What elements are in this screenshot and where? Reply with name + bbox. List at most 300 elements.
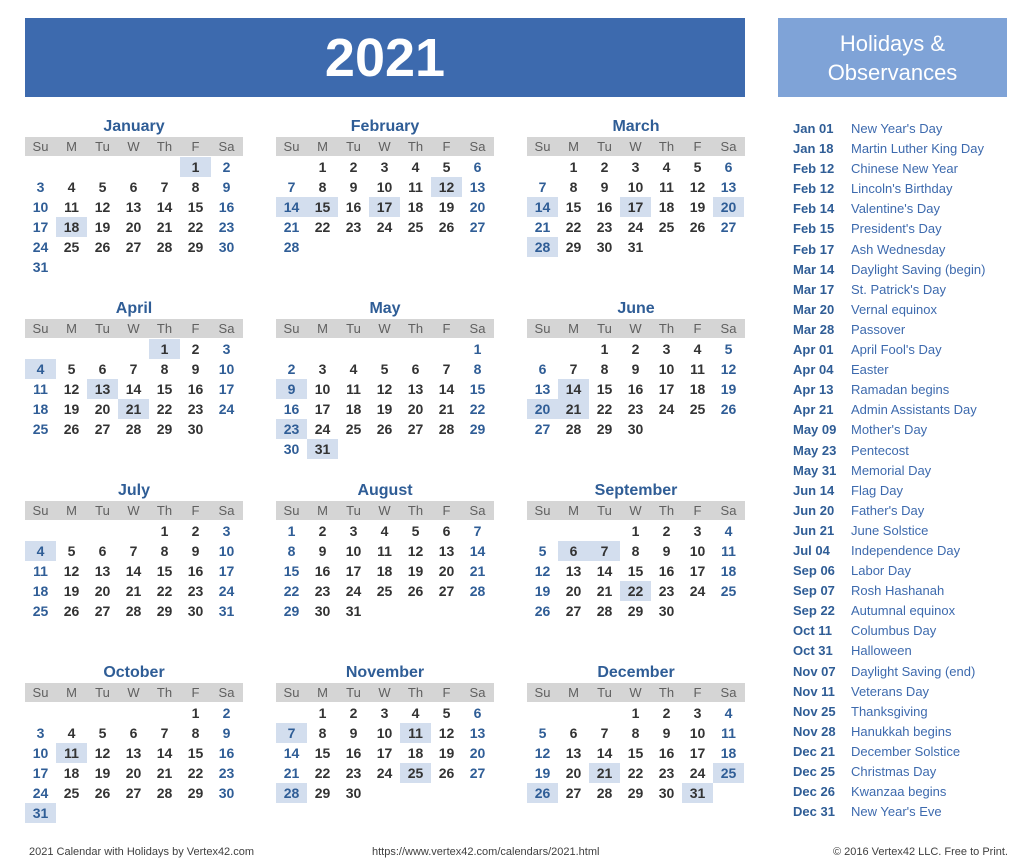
day-cell: 14 xyxy=(558,379,589,399)
empty-day-cell xyxy=(118,157,149,177)
day-cell: 22 xyxy=(187,765,204,781)
month-title: August xyxy=(357,482,413,499)
holiday-name: Autumnal equinox xyxy=(851,603,956,619)
weekday-label: F xyxy=(442,685,451,700)
holiday-row xyxy=(793,802,1023,822)
weekday-label: W xyxy=(378,139,391,154)
weekday-label: Su xyxy=(283,685,300,700)
week-row xyxy=(527,541,745,561)
empty-day-cell xyxy=(149,703,180,723)
day-cell: 2 xyxy=(662,705,671,721)
day-cell: 9 xyxy=(349,179,358,195)
day-cell: 28 xyxy=(283,239,300,255)
day-cell: 31 xyxy=(25,803,56,823)
empty-day-cell xyxy=(713,419,744,439)
weekday-label: Sa xyxy=(469,321,486,336)
day-cell: 3 xyxy=(693,705,702,721)
empty-day-cell xyxy=(118,521,149,541)
weekday-label: Sa xyxy=(469,685,486,700)
day-cell: 23 xyxy=(658,765,675,781)
day-cell: 16 xyxy=(187,381,204,397)
year-banner xyxy=(25,18,745,97)
day-cell: 17 xyxy=(32,765,49,781)
weekday-label: Sa xyxy=(469,139,486,154)
day-cell: 14 xyxy=(156,745,173,761)
day-cell: 10 xyxy=(376,179,393,195)
day-cell: 23 xyxy=(187,583,204,599)
empty-day-cell xyxy=(527,703,558,723)
day-cell: 13 xyxy=(720,179,737,195)
weekday-label: Th xyxy=(407,139,424,154)
weekday-header xyxy=(527,319,745,338)
day-cell: 11 xyxy=(33,381,48,397)
day-cell: 28 xyxy=(438,421,455,437)
weekday-label: M xyxy=(568,139,579,154)
day-cell: 1 xyxy=(600,341,609,357)
empty-day-cell xyxy=(369,237,400,257)
day-cell: 9 xyxy=(349,725,358,741)
holiday-row xyxy=(793,199,1023,219)
year-title: 2021 xyxy=(324,27,446,88)
week-row xyxy=(276,763,494,783)
month-may xyxy=(276,299,494,459)
weekday-label: M xyxy=(568,503,579,518)
day-cell: 25 xyxy=(407,219,424,235)
weekday-label: F xyxy=(191,503,200,518)
day-cell: 16 xyxy=(218,745,235,761)
day-cell: 8 xyxy=(160,361,169,377)
day-cell: 25 xyxy=(63,239,80,255)
day-cell: 15 xyxy=(627,563,644,579)
empty-day-cell xyxy=(369,783,400,803)
holiday-date: Oct 31 xyxy=(793,643,833,659)
weekday-label: Tu xyxy=(95,685,110,700)
day-cell: 3 xyxy=(349,523,358,539)
day-cell: 14 xyxy=(438,381,455,397)
day-cell: 30 xyxy=(314,603,331,619)
day-cell: 10 xyxy=(345,543,362,559)
day-cell: 4 xyxy=(380,523,389,539)
day-cell: 12 xyxy=(534,563,551,579)
weekday-label: W xyxy=(127,321,140,336)
day-cell: 15 xyxy=(314,745,331,761)
holiday-name: Independence Day xyxy=(851,542,961,558)
week-row xyxy=(25,197,243,217)
day-cell: 16 xyxy=(627,381,644,397)
day-cell: 6 xyxy=(724,159,733,175)
day-cell: 27 xyxy=(125,239,142,255)
weekday-label: Tu xyxy=(346,503,361,518)
day-cell: 12 xyxy=(94,199,111,215)
empty-day-cell xyxy=(25,339,56,359)
empty-day-cell xyxy=(56,521,87,541)
day-cell: 26 xyxy=(94,785,111,801)
weekday-header xyxy=(276,319,494,338)
weekday-header xyxy=(25,501,243,520)
empty-day-cell xyxy=(25,521,56,541)
day-cell: 20 xyxy=(125,219,142,235)
weekday-label: M xyxy=(317,139,328,154)
holiday-name: Father's Day xyxy=(851,502,925,518)
week-row xyxy=(25,217,243,237)
day-cell: 10 xyxy=(32,745,49,761)
week-row xyxy=(527,763,745,783)
holiday-name: Flag Day xyxy=(851,482,904,498)
day-cell: 17 xyxy=(689,745,706,761)
day-cell: 15 xyxy=(565,199,582,215)
holiday-date: Jan 01 xyxy=(793,121,834,136)
day-cell: 24 xyxy=(345,583,362,599)
week-row xyxy=(527,601,745,621)
empty-day-cell xyxy=(651,237,682,257)
day-cell: 16 xyxy=(345,745,362,761)
weekday-label: M xyxy=(66,139,77,154)
week-row xyxy=(527,723,745,743)
holiday-date: Feb 15 xyxy=(793,221,835,237)
day-cell: 8 xyxy=(160,543,169,559)
empty-day-cell xyxy=(149,157,180,177)
day-cell: 31 xyxy=(32,259,49,275)
day-cell: 16 xyxy=(187,563,204,579)
day-cell: 21 xyxy=(156,219,173,235)
day-cell: 24 xyxy=(658,401,675,417)
weekday-label: Th xyxy=(658,139,675,154)
month-august xyxy=(276,481,494,621)
day-cell: 18 xyxy=(376,563,393,579)
day-cell: 11 xyxy=(721,725,736,741)
day-cell: 17 xyxy=(689,563,706,579)
day-cell: 4 xyxy=(411,705,420,721)
holiday-row xyxy=(793,400,1023,420)
empty-day-cell xyxy=(56,703,87,723)
day-cell: 29 xyxy=(627,785,644,801)
day-grid xyxy=(527,521,745,621)
weekday-label: Su xyxy=(534,685,551,700)
holiday-date: Nov 28 xyxy=(793,723,836,739)
day-cell: 11 xyxy=(346,381,361,397)
empty-day-cell xyxy=(682,419,713,439)
month-october xyxy=(25,663,243,823)
empty-day-cell xyxy=(211,419,242,439)
weekday-label: W xyxy=(629,685,642,700)
day-cell: 25 xyxy=(32,421,49,437)
weekday-label: F xyxy=(693,503,702,518)
weekday-label: Sa xyxy=(720,685,737,700)
day-cell: 22 xyxy=(283,583,300,599)
month-title: October xyxy=(103,664,165,681)
day-cell: 15 xyxy=(283,563,300,579)
month-july xyxy=(25,481,243,621)
day-cell: 27 xyxy=(565,785,582,801)
weekday-label: Th xyxy=(156,321,173,336)
day-cell: 21 xyxy=(118,399,149,419)
day-cell: 2 xyxy=(222,159,231,175)
footer-url[interactable]: https://www.vertex42.com/calendars/2021.html xyxy=(372,846,600,858)
week-row xyxy=(276,217,494,237)
day-cell: 10 xyxy=(314,381,331,397)
day-cell: 21 xyxy=(589,763,620,783)
empty-day-cell xyxy=(276,339,307,359)
day-cell: 25 xyxy=(720,583,737,599)
day-cell: 21 xyxy=(156,765,173,781)
day-cell: 11 xyxy=(721,543,736,559)
day-cell: 17 xyxy=(314,401,331,417)
week-row xyxy=(25,237,243,257)
day-cell: 12 xyxy=(431,177,462,197)
empty-day-cell xyxy=(149,803,180,823)
day-cell: 16 xyxy=(658,563,675,579)
day-cell: 4 xyxy=(25,359,56,379)
day-cell: 20 xyxy=(713,197,744,217)
weekday-label: F xyxy=(442,139,451,154)
day-cell: 15 xyxy=(469,381,486,397)
empty-day-cell xyxy=(400,783,431,803)
holiday-name: December Solstice xyxy=(851,743,961,759)
day-cell: 13 xyxy=(125,199,142,215)
holiday-row xyxy=(793,280,1023,300)
holiday-date: Mar 28 xyxy=(793,321,835,337)
empty-day-cell xyxy=(651,419,682,439)
day-cell: 17 xyxy=(218,563,235,579)
day-cell: 20 xyxy=(125,765,142,781)
empty-day-cell xyxy=(56,257,87,277)
weekday-header xyxy=(25,319,243,338)
day-cell: 4 xyxy=(67,725,76,741)
day-cell: 26 xyxy=(527,783,558,803)
day-cell: 9 xyxy=(662,543,671,559)
day-cell: 19 xyxy=(376,401,393,417)
day-cell: 27 xyxy=(469,219,486,235)
day-cell: 20 xyxy=(527,399,558,419)
day-cell: 7 xyxy=(160,179,169,195)
weekday-label: Su xyxy=(534,139,551,154)
day-cell: 22 xyxy=(187,219,204,235)
day-cell: 7 xyxy=(600,725,609,741)
holiday-row xyxy=(793,762,1023,782)
day-cell: 12 xyxy=(438,725,455,741)
day-cell: 4 xyxy=(724,523,733,539)
empty-day-cell xyxy=(307,237,338,257)
holiday-row xyxy=(793,682,1023,702)
weekday-label: W xyxy=(378,685,391,700)
holiday-date: Feb 14 xyxy=(793,201,835,217)
day-cell: 9 xyxy=(318,543,327,559)
empty-day-cell xyxy=(431,601,462,621)
weekday-label: Tu xyxy=(346,685,361,700)
day-cell: 5 xyxy=(98,179,107,195)
holiday-row xyxy=(793,139,1023,159)
day-cell: 6 xyxy=(473,159,482,175)
day-cell: 1 xyxy=(318,159,327,175)
holiday-row xyxy=(793,320,1023,340)
weekday-label: Sa xyxy=(218,503,235,518)
empty-day-cell xyxy=(56,157,87,177)
week-row xyxy=(527,703,745,723)
day-cell: 2 xyxy=(600,159,609,175)
day-cell: 28 xyxy=(125,603,142,619)
holiday-name: Columbus Day xyxy=(851,623,937,639)
day-cell: 14 xyxy=(125,563,142,579)
week-row xyxy=(527,359,745,379)
day-cell: 27 xyxy=(720,219,737,235)
day-cell: 11 xyxy=(408,179,423,195)
day-cell: 23 xyxy=(314,583,331,599)
day-cell: 26 xyxy=(438,219,455,235)
holiday-name: Martin Luther King Day xyxy=(851,141,984,157)
day-cell: 6 xyxy=(569,725,578,741)
month-january xyxy=(25,117,243,277)
week-row xyxy=(276,359,494,379)
weekday-header xyxy=(25,137,243,156)
week-row xyxy=(25,339,243,359)
day-cell: 2 xyxy=(222,705,231,721)
holiday-row xyxy=(793,501,1023,521)
empty-day-cell xyxy=(87,257,118,277)
empty-day-cell xyxy=(400,439,431,459)
weekday-header xyxy=(276,501,494,520)
holiday-date: Dec 25 xyxy=(793,764,835,779)
month-april xyxy=(25,299,243,439)
day-cell: 12 xyxy=(376,381,393,397)
day-cell: 1 xyxy=(631,523,640,539)
day-cell: 4 xyxy=(662,159,671,175)
weekday-label: Tu xyxy=(95,321,110,336)
holiday-name: June Solstice xyxy=(851,522,929,538)
day-cell: 7 xyxy=(473,523,482,539)
weekday-label: Th xyxy=(658,503,675,518)
empty-day-cell xyxy=(462,237,493,257)
day-cell: 11 xyxy=(56,743,87,763)
holiday-row xyxy=(793,702,1023,722)
holiday-name: Pentecost xyxy=(851,442,909,458)
week-row xyxy=(276,439,494,459)
day-cell: 10 xyxy=(218,543,235,559)
day-cell: 27 xyxy=(407,421,424,437)
empty-day-cell xyxy=(431,783,462,803)
holiday-date: May 31 xyxy=(793,462,837,478)
holiday-name: Chinese New Year xyxy=(851,161,958,177)
week-row xyxy=(276,723,494,743)
weekday-label: Su xyxy=(283,321,300,336)
weekday-header xyxy=(527,137,745,156)
holiday-row xyxy=(793,340,1023,360)
weekday-label: Su xyxy=(534,503,551,518)
day-cell: 11 xyxy=(64,199,79,215)
day-cell: 8 xyxy=(191,179,200,195)
holiday-date: Oct 11 xyxy=(793,623,833,639)
day-cell: 14 xyxy=(156,199,173,215)
empty-day-cell xyxy=(87,803,118,823)
day-cell: 15 xyxy=(156,563,173,579)
day-cell: 24 xyxy=(218,583,235,599)
weekday-header xyxy=(527,501,745,520)
day-cell: 2 xyxy=(318,523,327,539)
day-cell: 30 xyxy=(283,441,300,457)
day-cell: 15 xyxy=(307,197,338,217)
day-cell: 29 xyxy=(156,603,173,619)
day-cell: 9 xyxy=(600,179,609,195)
holiday-row xyxy=(793,360,1023,380)
day-cell: 8 xyxy=(569,179,578,195)
day-cell: 10 xyxy=(218,361,235,377)
day-cell: 31 xyxy=(307,439,338,459)
holiday-date: Mar 17 xyxy=(793,281,835,297)
day-cell: 26 xyxy=(376,421,393,437)
day-cell: 5 xyxy=(411,523,420,539)
week-row xyxy=(25,703,243,723)
day-cell: 12 xyxy=(534,745,551,761)
day-cell: 11 xyxy=(690,361,705,377)
day-cell: 29 xyxy=(565,239,582,255)
day-cell: 2 xyxy=(349,159,358,175)
day-cell: 21 xyxy=(558,399,589,419)
weekday-label: Sa xyxy=(218,321,235,336)
day-cell: 27 xyxy=(565,603,582,619)
empty-day-cell xyxy=(369,439,400,459)
day-cell: 23 xyxy=(627,401,644,417)
week-row xyxy=(25,601,243,621)
day-cell: 9 xyxy=(222,725,231,741)
empty-day-cell xyxy=(713,601,744,621)
day-cell: 10 xyxy=(689,543,706,559)
day-cell: 24 xyxy=(32,239,49,255)
month-title: February xyxy=(350,118,420,135)
weekday-label: Sa xyxy=(218,139,235,154)
day-cell: 3 xyxy=(222,523,231,539)
day-cell: 19 xyxy=(63,401,80,417)
day-cell: 20 xyxy=(469,745,486,761)
weekday-label: M xyxy=(317,503,328,518)
empty-day-cell xyxy=(527,339,558,359)
week-row xyxy=(527,177,745,197)
day-cell: 5 xyxy=(98,725,107,741)
day-cell: 26 xyxy=(534,603,551,619)
day-cell: 3 xyxy=(380,705,389,721)
weekday-label: Tu xyxy=(346,321,361,336)
weekday-label: Su xyxy=(32,503,49,518)
day-cell: 28 xyxy=(565,421,582,437)
day-cell: 18 xyxy=(63,765,80,781)
day-cell: 22 xyxy=(156,583,173,599)
day-cell: 1 xyxy=(149,339,180,359)
day-cell: 7 xyxy=(287,179,296,195)
holiday-date: May 23 xyxy=(793,442,837,458)
day-cell: 29 xyxy=(187,239,204,255)
footer-left-text: 2021 Calendar with Holidays by Vertex42.com xyxy=(29,846,255,858)
day-grid xyxy=(527,703,745,803)
holiday-date: Apr 13 xyxy=(793,382,834,398)
empty-day-cell xyxy=(682,601,713,621)
weekday-label: Tu xyxy=(95,503,110,518)
holiday-name: Easter xyxy=(851,362,889,378)
day-cell: 6 xyxy=(98,543,107,559)
holiday-name: New Year's Eve xyxy=(851,804,942,820)
weekday-label: Sa xyxy=(720,321,737,336)
day-cell: 6 xyxy=(538,361,547,377)
month-title: May xyxy=(369,300,401,317)
day-cell: 17 xyxy=(369,197,400,217)
empty-day-cell xyxy=(589,521,620,541)
day-cell: 23 xyxy=(218,765,235,781)
empty-day-cell xyxy=(276,157,307,177)
day-cell: 25 xyxy=(345,421,362,437)
holiday-name: Hanukkah begins xyxy=(851,723,952,739)
weekday-header xyxy=(276,683,494,702)
week-row xyxy=(527,419,745,439)
day-cell: 3 xyxy=(318,361,327,377)
week-row xyxy=(276,197,494,217)
holiday-name: Christmas Day xyxy=(851,764,937,779)
